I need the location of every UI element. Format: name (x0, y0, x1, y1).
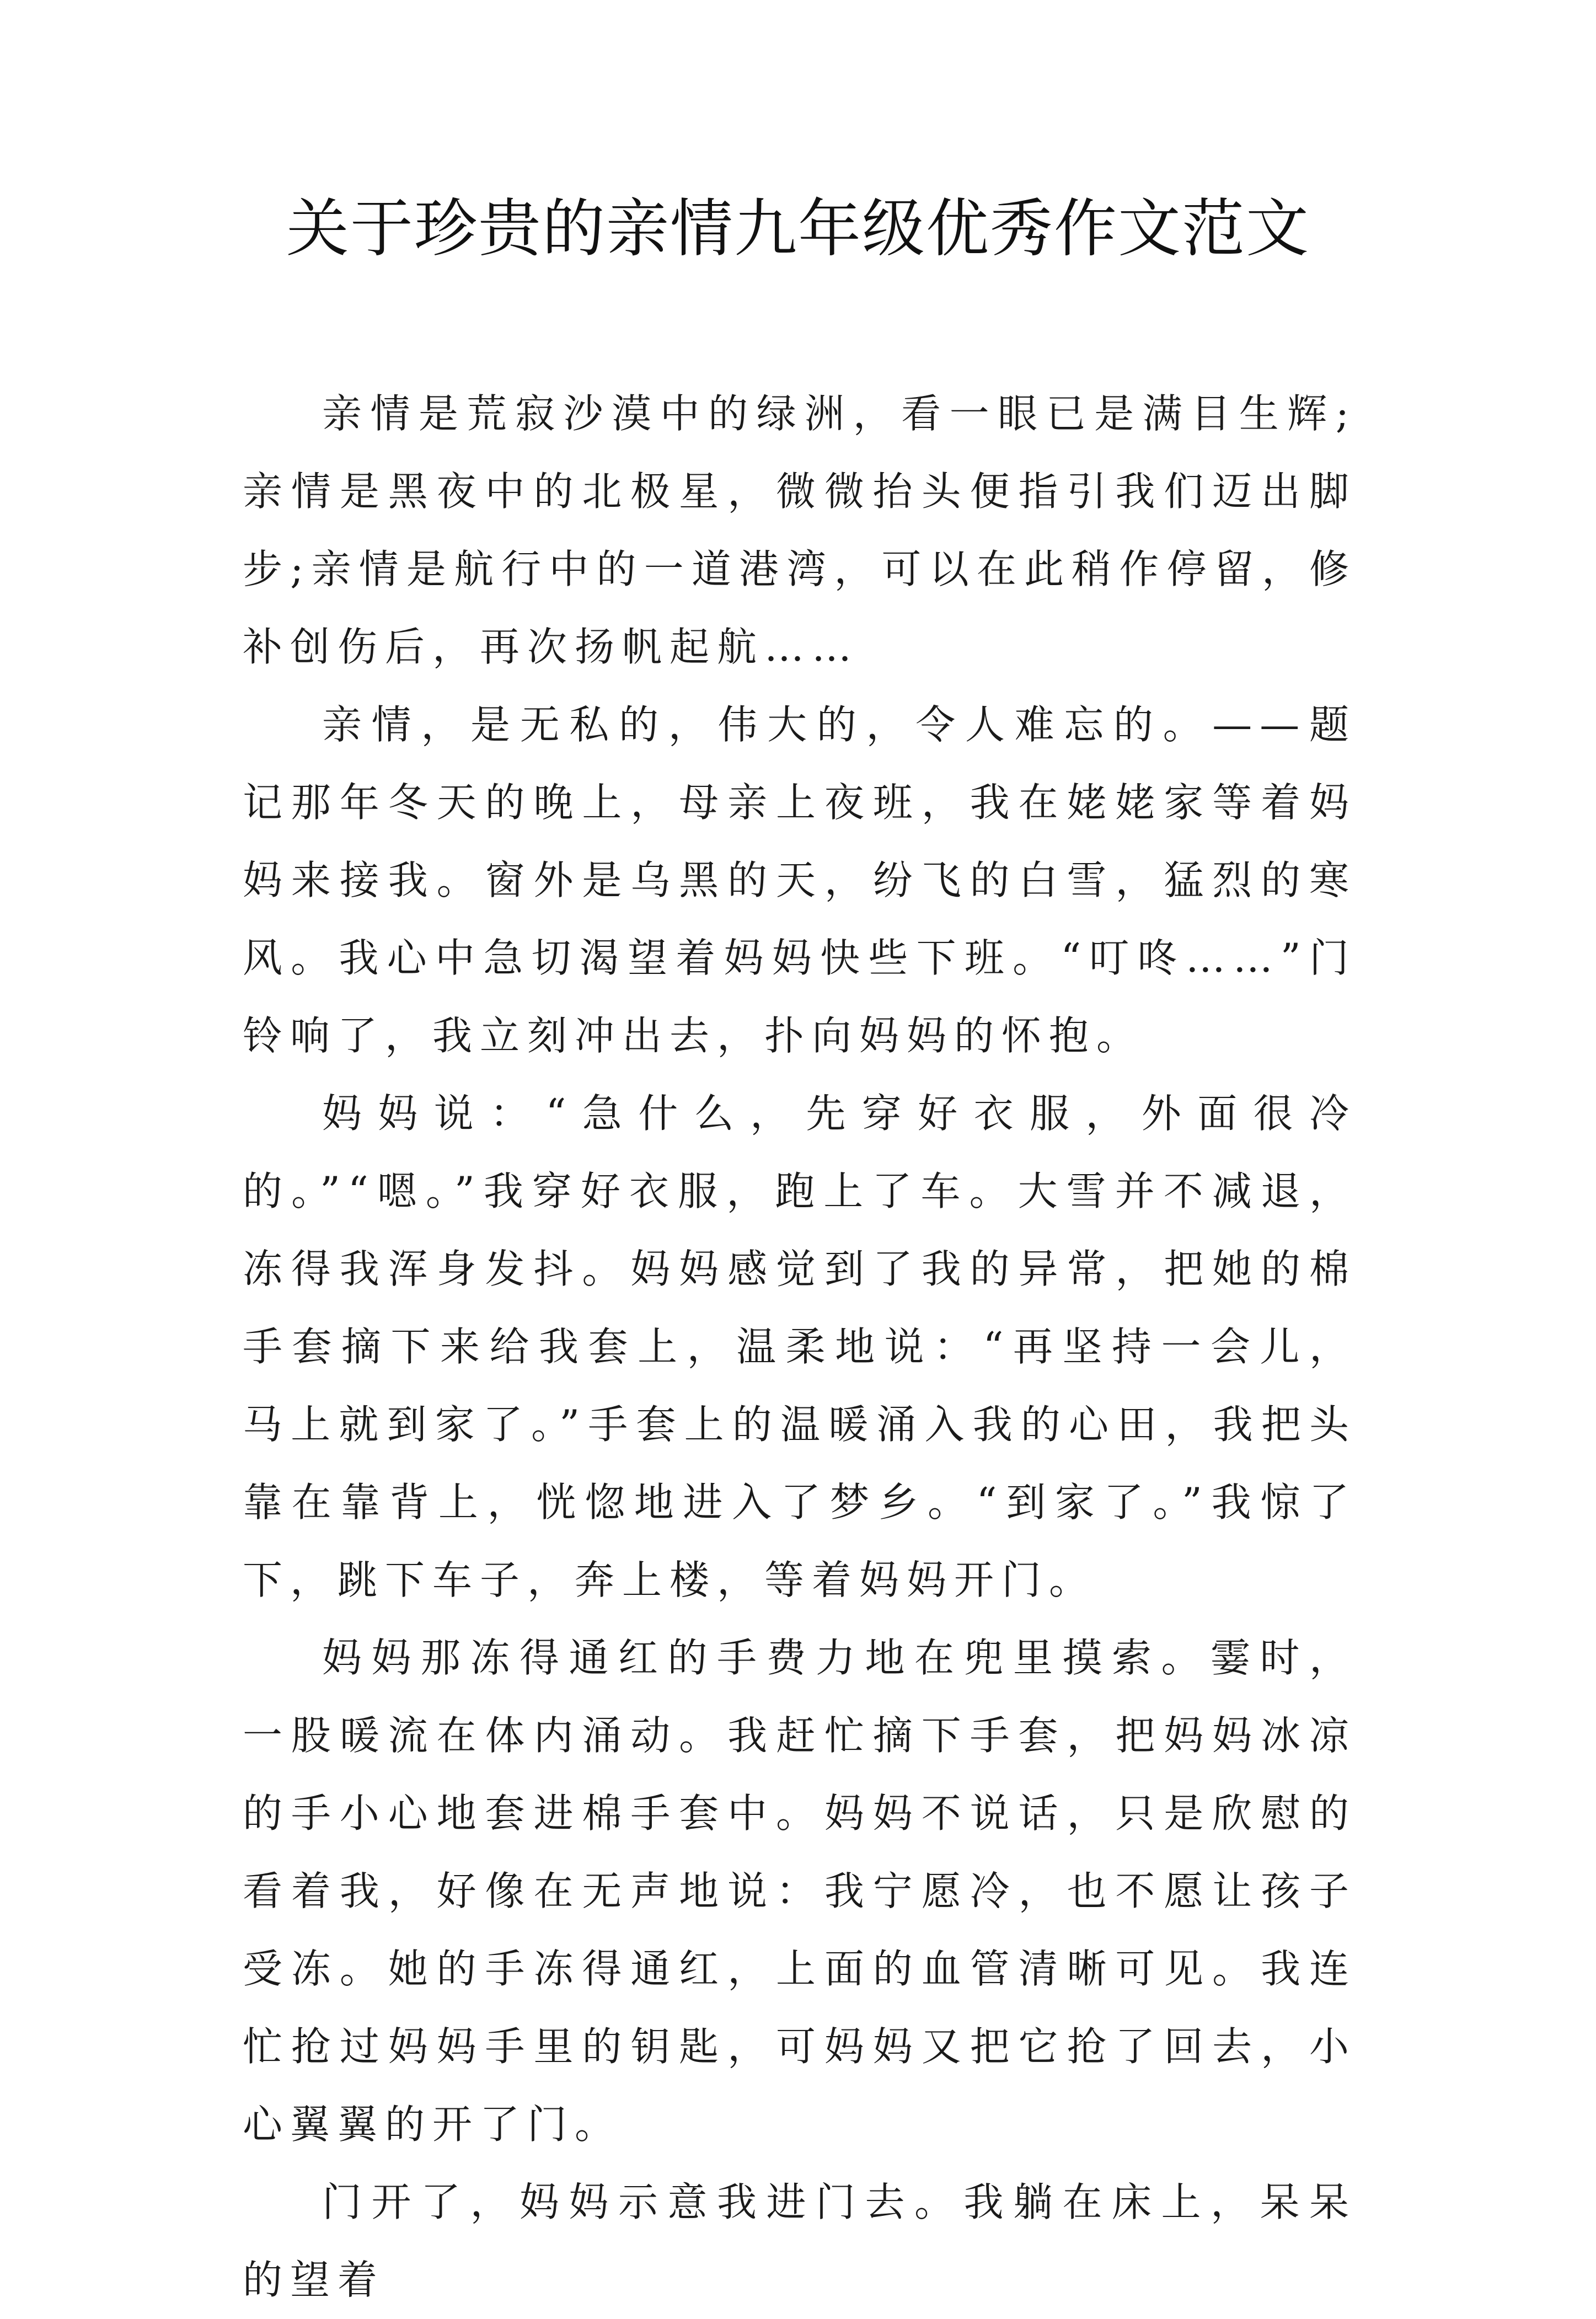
paragraph-3: 妈妈说：“急什么，先穿好衣服，外面很冷的。”“嗯。”我穿好衣服，跑上了车。大雪并不减退，冻得我浑身发抖。妈妈感觉到了我的异常，把她的棉手套摘下来给我套上，温柔地说：“再坚持一会儿，马上就到家了。”手套上的温暖涌入我的心田，我把头靠在靠背上，恍惚地进入了梦乡。“到家了。”我惊了下，跳下车子，奔上楼，等着妈妈开门。 (243, 1090, 1357, 1603)
paragraph-2: 亲情，是无私的，伟大的，令人难忘的。——题记那年冬天的晚上，母亲上夜班，我在姥姥家等着妈妈来接我。窗外是乌黑的天，纷飞的白雪，猛烈的寒风。我心中急切渴望着妈妈快些下班。“叮咚……”门铃响了，我立刻冲出去，扑向妈妈的怀抱。 (243, 701, 1357, 1059)
paragraph-4: 妈妈那冻得通红的手费力地在兜里摸索。霎时，一股暖流在体内涌动。我赶忙摘下手套，把妈妈冰凉的手小心地套进棉手套中。妈妈不说话，只是欣慰的看着我，好像在无声地说：我宁愿冷，也不愿让孩子受冻。她的手冻得通红，上面的血管清晰可见。我连忙抢过妈妈手里的钥匙，可妈妈又把它抢了回去，小心翼翼的开了门。 (243, 1635, 1357, 2147)
document-title: 关于珍贵的亲情九年级优秀作文范文 (286, 192, 1310, 265)
paragraph-5: 门开了，妈妈示意我进门去。我躺在床上，呆呆的望着 (243, 2179, 1357, 2303)
document-body (243, 375, 1357, 2319)
paragraph-1: 亲情是荒寂沙漠中的绿洲，看一眼已是满目生辉;亲情是黑夜中的北极星，微微抬头便指引我们迈出脚步;亲情是航行中的一道港湾，可以在此稍作停留，修补创伤后，再次扬帆起航…… (243, 390, 1357, 670)
